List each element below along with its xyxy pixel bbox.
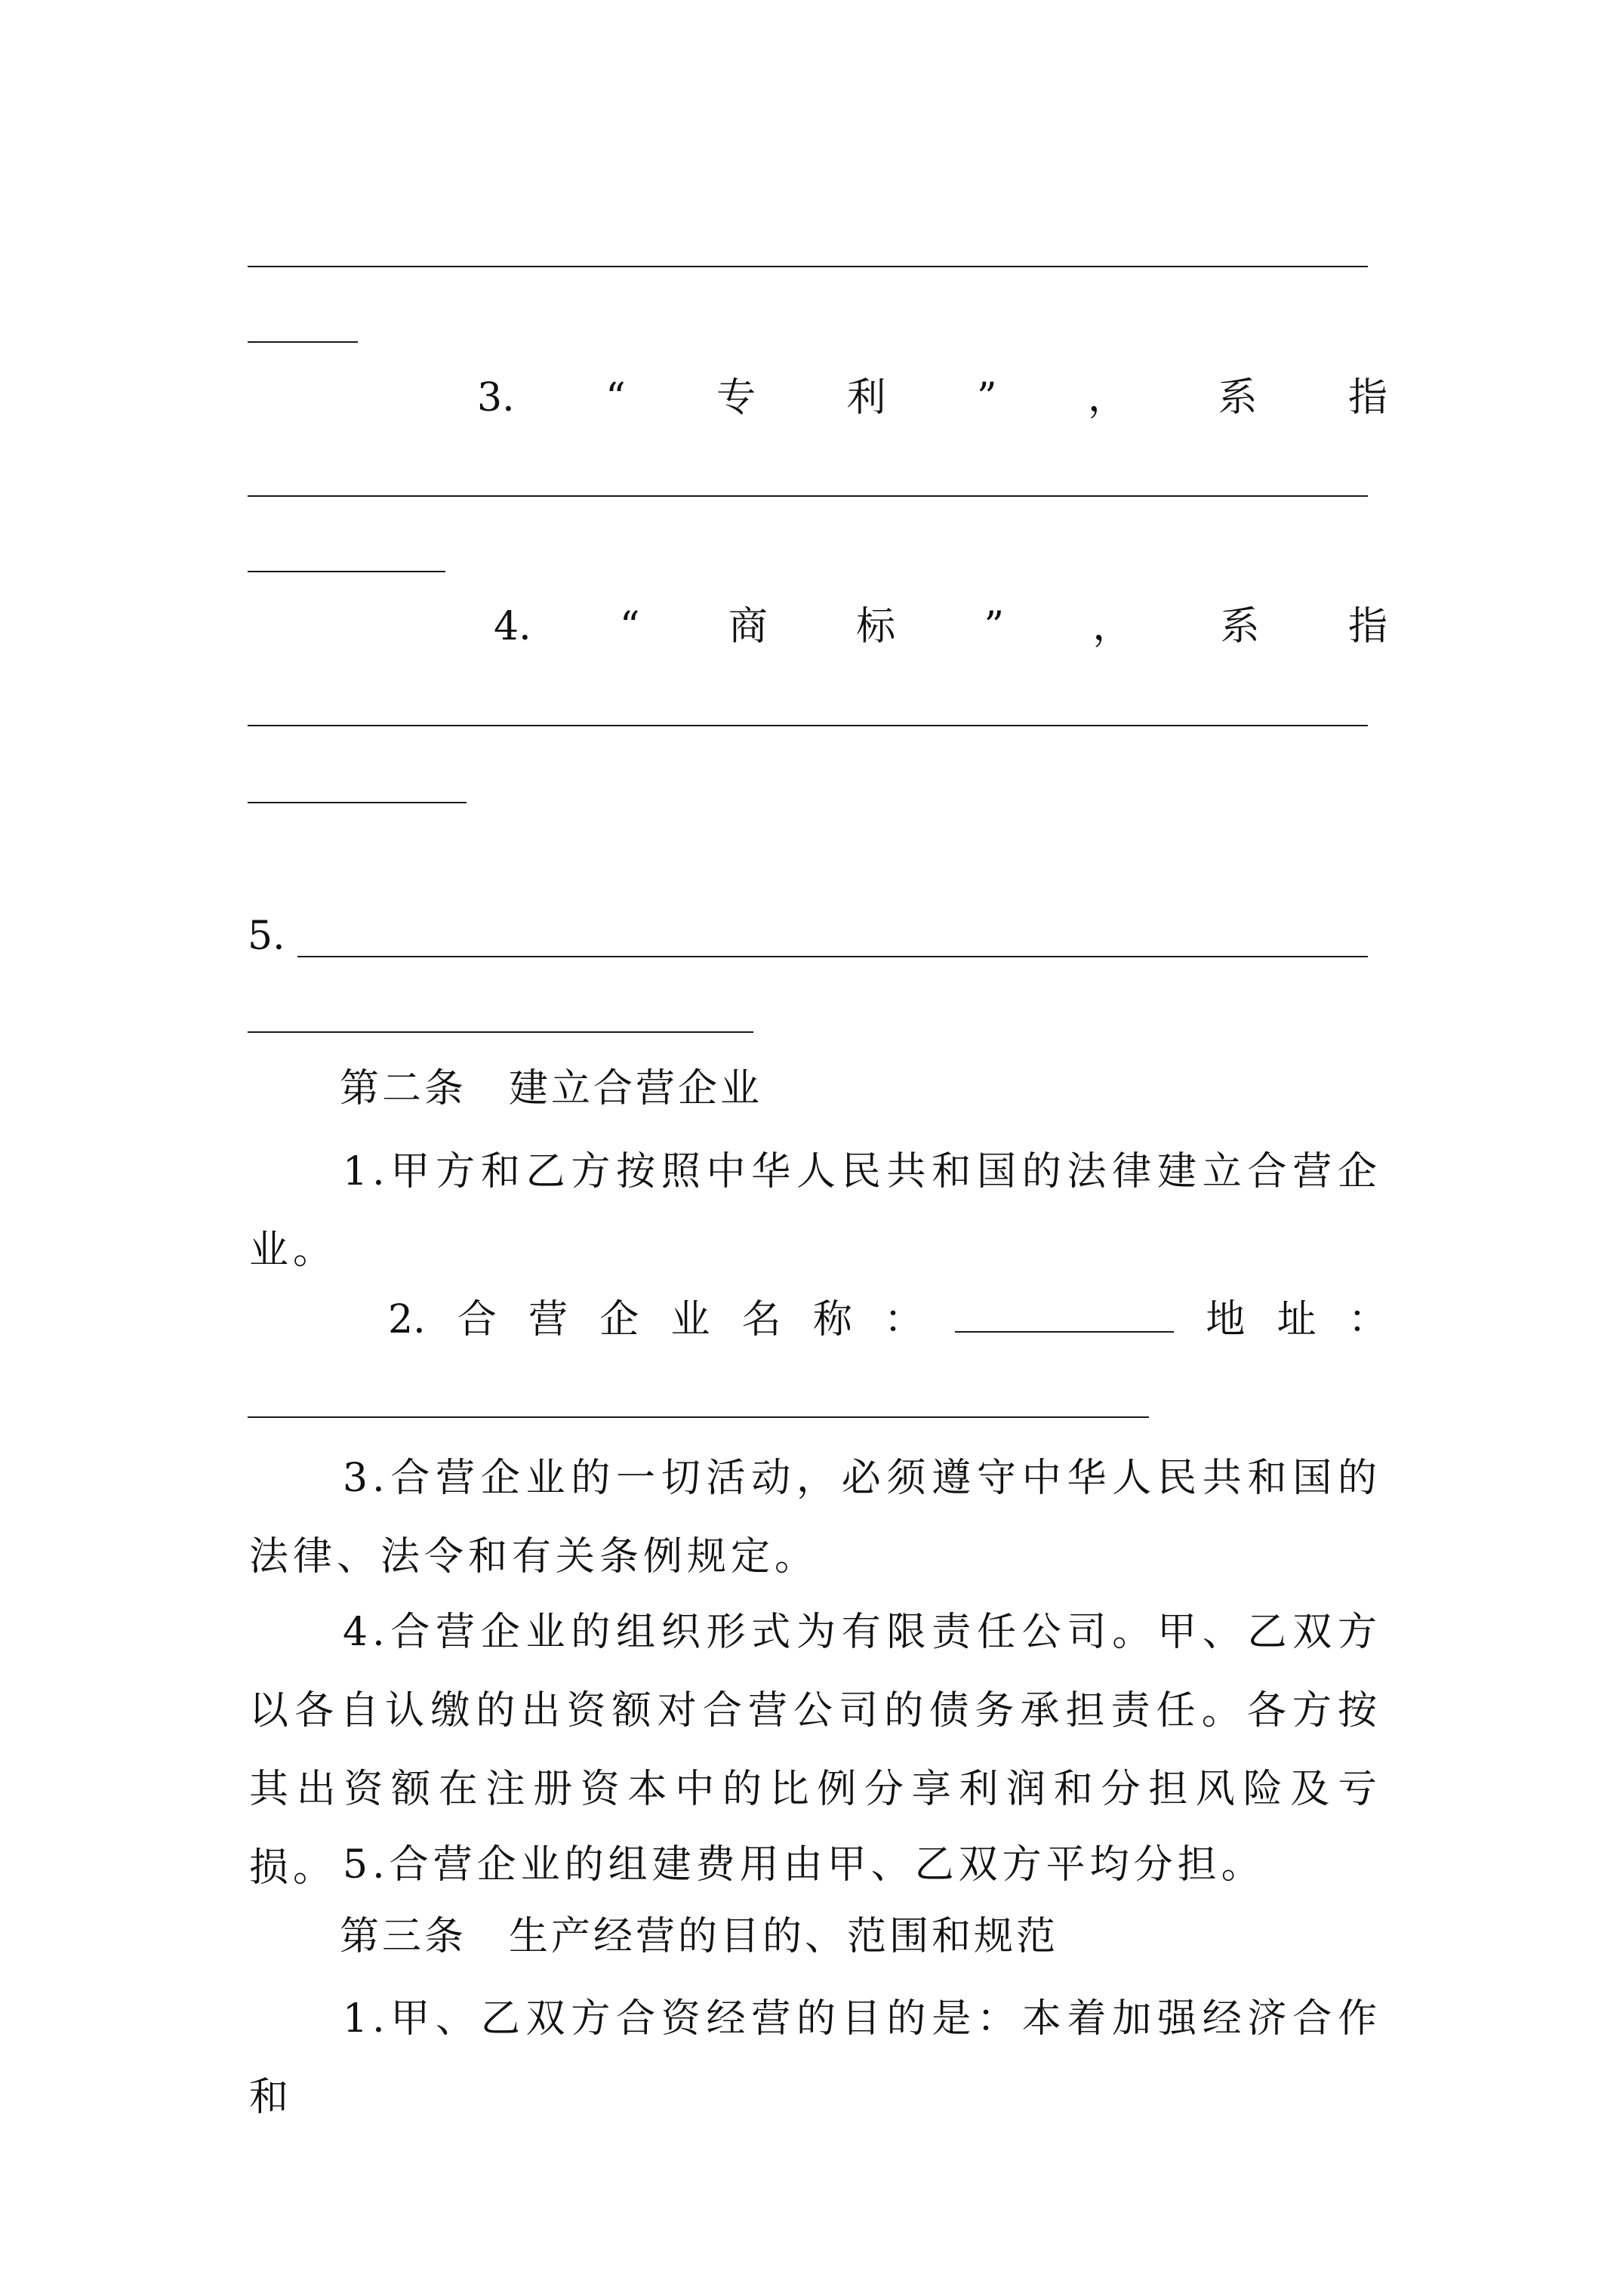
- article-heading: 第二条 建立合营企业: [340, 1066, 763, 1111]
- paragraph: 1.甲、乙双方合资经营的目的是：本着加强经济合作和: [249, 1996, 1381, 2120]
- item-number: 4.: [494, 604, 531, 649]
- paragraph: 4.合营企业的组织形式为有限责任公司。甲、乙双方以各自认缴的出资额对合营公司的债务承担责任。各方按其出资额在注册资本中的比例分享利润和分担风险及亏损。: [249, 1610, 1381, 1891]
- fill-blank-line: [248, 725, 1368, 726]
- item-number: 5.: [248, 914, 285, 959]
- fill-blank-line: [297, 956, 1368, 957]
- fill-blank-line: [248, 341, 358, 343]
- paragraph: 1.甲方和乙方按照中华人民共和国的法律建立合营企业。: [249, 1149, 1381, 1273]
- enterprise-name-line: 2. 合 营 企 业 名 称 ： 地 址 ：: [388, 1297, 1387, 1342]
- fill-blank-line: [248, 802, 467, 803]
- item-number: 3.: [477, 375, 515, 421]
- definition-item-patent: 3. “ 专 利 ” ， 系 指: [477, 375, 1387, 421]
- fill-blank-line: [248, 571, 445, 572]
- fill-blank-line: [248, 1031, 753, 1033]
- fill-blank-line: [248, 266, 1368, 267]
- definition-item-trademark: 4. “ 商 标 ” ， 系 指: [494, 604, 1387, 649]
- enterprise-name-blank: [955, 1301, 1174, 1333]
- fill-blank-line: [248, 495, 1368, 497]
- paragraph: 3.合营企业的一切活动，必须遵守中华人民共和国的法律、法令和有关条例规定。: [249, 1456, 1381, 1579]
- address-blank-line: [248, 1416, 1149, 1418]
- article-heading: 第三条 生产经营的目的、范围和规范: [340, 1914, 1059, 1959]
- paragraph: 5.合营企业的组建费用由甲、乙双方平均分担。: [343, 1842, 1265, 1888]
